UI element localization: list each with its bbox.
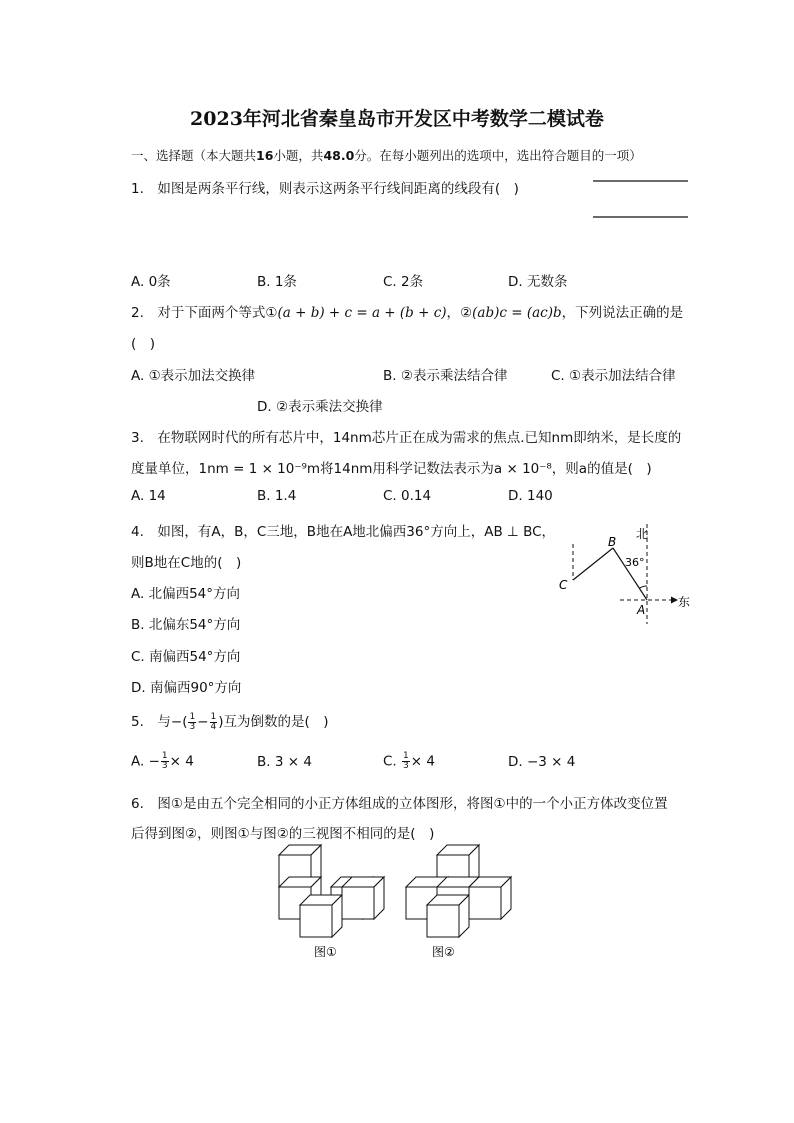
north-label: 北	[636, 527, 649, 541]
q1-option-b[interactable]: B. 1条	[257, 274, 297, 290]
point-a-label: A	[637, 603, 646, 617]
direction-figure	[550, 516, 700, 628]
figure-2-label: 图②	[432, 945, 455, 959]
q5-option-c-prefix: C.	[383, 753, 402, 770]
page-title: 2023年河北省秦皇岛市开发区中考数学二模试卷	[190, 108, 604, 130]
q4-option-b[interactable]: B. 北偏东54°方向	[131, 617, 241, 633]
q5-frac2-num: 1	[210, 711, 217, 722]
q5-option-a-prefix: A. −	[131, 753, 160, 770]
q2-option-d[interactable]: D. ②表示乘法交换律	[257, 399, 383, 415]
question-2-line-1	[131, 301, 683, 321]
section-prefix: 一、选择题（本大题共	[131, 148, 257, 163]
q2-equation-1: (a + b) + c = a + (b + c)	[277, 305, 447, 321]
q5-option-a-fraction	[161, 752, 169, 771]
q5-option-c-fraction	[402, 752, 410, 771]
q2-equation-2: (ab)c = (ac)b	[472, 305, 562, 321]
section-suffix: 分。在每小题列出的选项中，选出符合题目的一项）	[354, 148, 642, 163]
q1-option-d[interactable]: D. 无数条	[508, 274, 568, 290]
question-1-text: 1. 如图是两条平行线，则表示这两条平行线间距离的线段有( )	[131, 181, 519, 197]
q5-option-d[interactable]: D. −3 × 4	[508, 754, 576, 770]
section-count: 16	[256, 148, 274, 163]
q5-option-a-den: 3	[161, 761, 168, 771]
question-2-line-2: ( )	[131, 336, 156, 352]
q2-text-b: ，下列说法正确的是	[561, 305, 684, 321]
question-3-line-2: 度量单位，1nm = 1 × 10⁻⁹m将14nm用科学记数法表示为a × 10⁻⁸，则a的值是( )	[131, 461, 652, 477]
q2-option-a[interactable]: A. ①表示加法交换律	[131, 368, 256, 384]
figure-1-label: 图①	[314, 945, 337, 959]
q2-option-c[interactable]: C. ①表示加法结合律	[551, 368, 676, 384]
q5-option-a-num: 1	[161, 751, 168, 761]
section-score: 48.0	[323, 148, 355, 163]
q2-option-b[interactable]: B. ②表示乘法结合律	[383, 368, 508, 384]
q5-fraction-1	[188, 713, 196, 732]
section-heading	[131, 146, 642, 164]
q5-option-a[interactable]	[131, 752, 194, 771]
angle-label: 36°	[625, 556, 645, 569]
q4-option-c[interactable]: C. 南偏西54°方向	[131, 649, 241, 665]
cubes-figure	[270, 840, 530, 962]
question-6-line-1: 6. 图①是由五个完全相同的小正方体组成的立体图形，将图①中的一个小正方体改变位置	[131, 796, 668, 812]
q5-frac1-num: 1	[189, 711, 196, 722]
q4-option-a[interactable]: A. 北偏西54°方向	[131, 586, 241, 602]
q5-option-c[interactable]	[383, 752, 435, 771]
east-label: 东	[678, 595, 691, 609]
q1-option-c[interactable]: C. 2条	[383, 274, 424, 290]
q2-text-a: 2. 对于下面两个等式①	[131, 305, 278, 321]
q5-option-c-suffix: × 4	[410, 753, 435, 770]
q5-suffix: )互为倒数的是( )	[218, 714, 329, 730]
east-arrow-icon	[671, 597, 678, 604]
point-b-label: B	[608, 535, 617, 549]
segment-bc	[573, 548, 613, 580]
question-4-line-2: 则B地在C地的( )	[131, 555, 242, 571]
q5-option-c-num: 1	[403, 751, 409, 761]
q3-option-c[interactable]: C. 0.14	[383, 488, 432, 504]
q5-minus: −	[197, 714, 209, 730]
parallel-lines-figure	[590, 176, 692, 224]
question-5-text	[131, 710, 329, 732]
section-mid: 小题，共	[273, 148, 324, 163]
angle-arc	[639, 586, 647, 588]
point-c-label: C	[559, 578, 568, 592]
q5-option-b[interactable]: B. 3 × 4	[257, 754, 312, 770]
q5-prefix: 5. 与−(	[131, 714, 188, 730]
q5-option-a-suffix: × 4	[169, 753, 194, 770]
figure-1-cubes	[279, 845, 384, 937]
q1-option-a[interactable]: A. 0条	[131, 274, 171, 290]
question-4-line-1: 4. 如图，有A，B，C三地，B地在A地北偏西36°方向上，AB ⊥ BC，	[131, 524, 556, 540]
question-6-line-2: 后得到图②，则图①与图②的三视图不相同的是( )	[131, 826, 435, 842]
q3-option-a[interactable]: A. 14	[131, 488, 166, 504]
q3-option-d[interactable]: D. 140	[508, 488, 553, 504]
q5-option-c-den: 3	[403, 761, 409, 771]
q5-frac2-den: 4	[210, 721, 217, 732]
q2-separator: ，②	[446, 305, 473, 321]
figure-2-cubes	[406, 845, 511, 937]
q4-option-d[interactable]: D. 南偏西90°方向	[131, 680, 242, 696]
q5-frac1-den: 3	[189, 721, 196, 732]
question-3-line-1: 3. 在物联网时代的所有芯片中，14nm芯片正在成为需求的焦点.已知nm即纳米，是长度的	[131, 430, 682, 446]
q3-option-b[interactable]: B. 1.4	[257, 488, 297, 504]
q5-fraction-2	[210, 713, 218, 732]
